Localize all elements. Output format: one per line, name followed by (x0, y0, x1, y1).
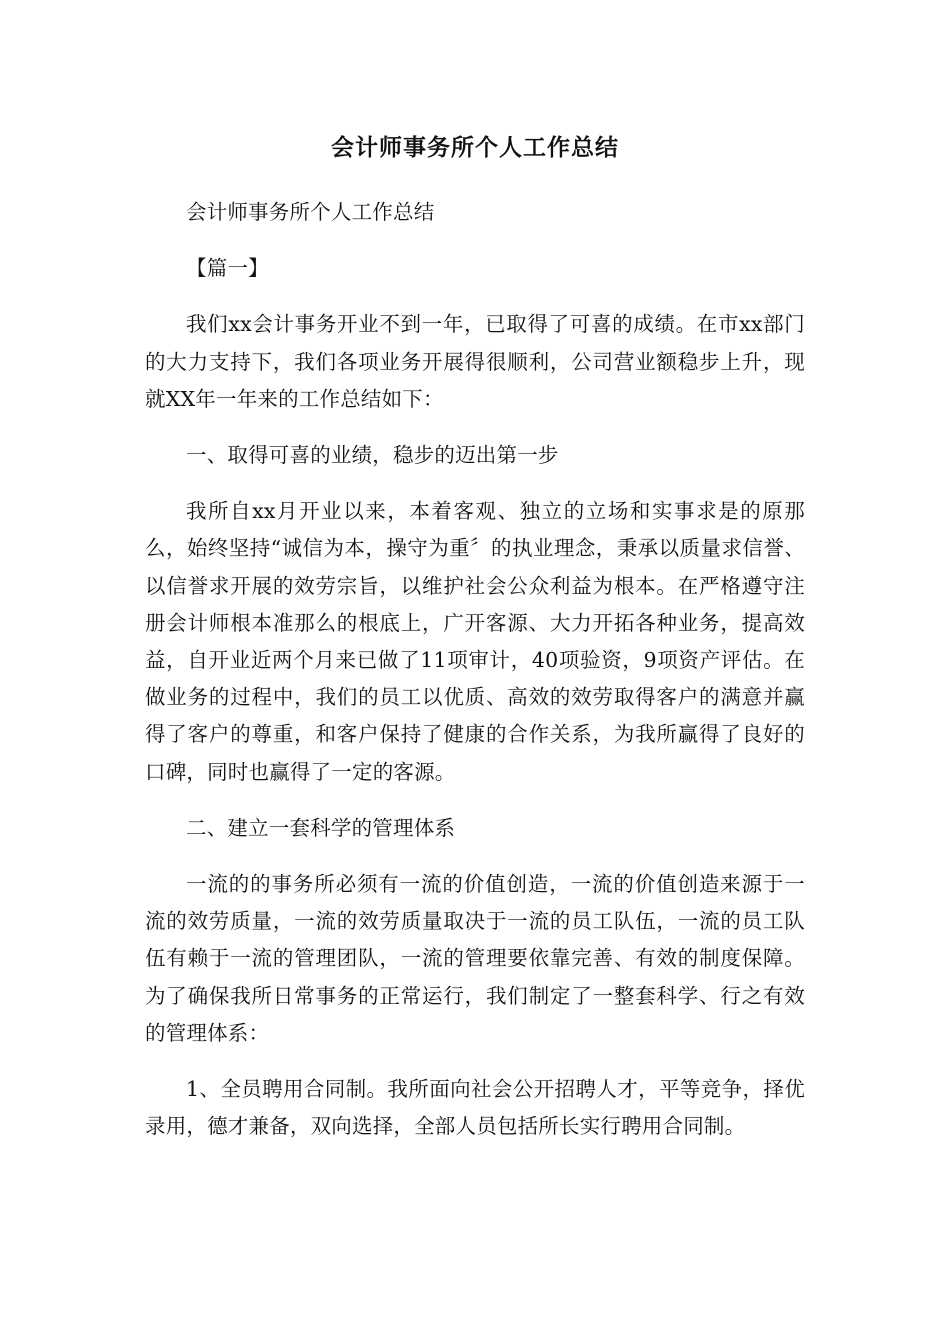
document-title: 会计师事务所个人工作总结 (331, 135, 619, 161)
subtitle-paragraph: 会计师事务所个人工作总结 (186, 200, 435, 224)
intro-paragraph: 我们xx会计事务开业不到一年，已取得了可喜的成绩。在市xx部门的大力支持下，我们各项业务开展得很顺利，公司营业额稳步上升，现就XX年一年来的工作总结如下： (145, 312, 805, 411)
body-paragraph-contract: 1、全员聘用合同制。我所面向社会公开招聘人才，平等竞争，择优录用，德才兼备，双向选择，全部人员包括所长实行聘用合同制。 (145, 1077, 805, 1139)
body-paragraph-achievements: 我所自xx月开业以来，本着客观、独立的立场和实事求是的原那么，始终坚持“诚信为本，操守为重〞的执业理念，秉承以质量求信誉、以信誉求开展的效劳宗旨，以维护社会公众利益为根本。在严格遵守注册会计师根本准那么的根底上，广开客源、大力开拓各种业务，提高效益，自开业近两个月来已做了11项审计，40项验资，9项资产评估。在做业务的过程中，我们的员工以优质、高效的效劳取得客户的满意并赢得了客户的尊重，和客户保持了健康的合作关系，为我所赢得了良好的口碑，同时也赢得了一定的客源。 (145, 499, 805, 784)
document-page (145, 128, 805, 1164)
heading-one-paragraph: 一、取得可喜的业绩，稳步的迈出第一步 (186, 443, 559, 468)
heading-two-paragraph: 二、建立一套科学的管理体系 (186, 815, 456, 840)
section-label-paragraph: 【篇一】 (186, 256, 269, 281)
body-paragraph-management: 一流的的事务所必须有一流的价值创造，一流的价值创造来源于一流的效劳质量，一流的效劳质量取决于一流的员工队伍，一流的员工队伍有赖于一流的管理团队，一流的管理要依靠完善、有效的制度保障。为了确保我所日常事务的正常运行，我们制定了一整套科学、行之有效的管理体系： (145, 872, 805, 1045)
